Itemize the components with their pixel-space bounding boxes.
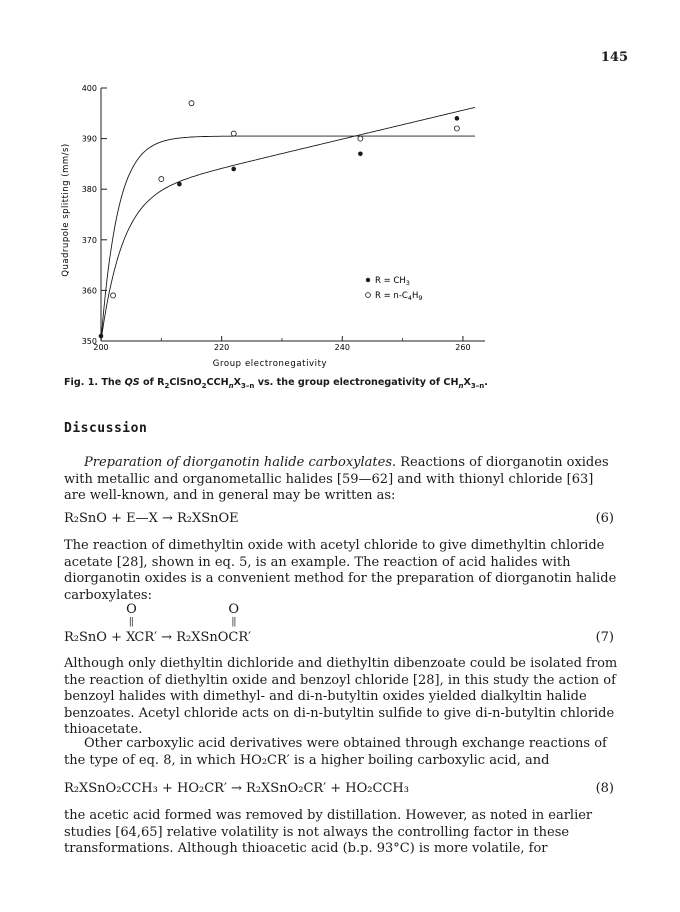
chart-axes: [101, 88, 485, 341]
data-point-ch3: [177, 182, 182, 187]
section-heading: Discussion: [64, 421, 148, 436]
y-tick-label: 400: [81, 84, 97, 93]
chart-fit-curves: [101, 107, 475, 341]
paragraph-preparation: Preparation of diorganotin halide carboxylates. Reactions of diorganotin oxides with metallic and organometallic halides [59—62] and with thionyl chloride [63] are well-known, and in general may be written as:: [64, 455, 609, 504]
fit-curve-ch3: [101, 107, 475, 341]
chart-legend: [366, 276, 423, 302]
data-point-ch3: [455, 116, 460, 121]
legend-label-ch3: $R = CH_3$: [375, 276, 410, 287]
paragraph-dimethyltin: The reaction of dimethyltin oxide with acetyl chloride to give dimethyltin chloride acetate [28], shown in eq. 5, is an example. The reaction of acid halides with diorganotin oxides is a convenient method for the preparation of diorganotin halide carboxylates:: [64, 538, 617, 603]
x-tick-label: 240: [334, 343, 350, 352]
x-tick-label: 260: [455, 343, 471, 352]
equation-6-number: (6): [595, 511, 614, 526]
data-point-c4h9: [159, 177, 164, 182]
paragraph-diethyltin: Although only diethyltin dichloride and diethyltin dibenzoate could be isolated from the reaction of diethyltin oxide and benzoyl chloride [28], in this study the action of benzoyl halides with dimethyl- and di-n-butyltin oxides yielded dialkyltin halide benzoates. Acetyl chloride acts on di-n-butyltin sulfide to give di-n-butyltin chloride thioacetate.: [64, 656, 618, 738]
y-tick-label: 380: [81, 185, 97, 195]
equation-7-carbonyl-2: O || C: [228, 602, 240, 645]
data-point-c4h9: [231, 131, 236, 136]
data-point-c4h9: [111, 293, 116, 298]
x-tick-label: 220: [214, 343, 230, 352]
x-axis-label: Group electronegativity: [212, 359, 328, 369]
fit-curve-c4h9: [101, 136, 475, 341]
chart-tick-labels: [82, 84, 471, 352]
equation-7: R₂SnO + O || XCR′ → R₂XSnO O || CR′ (7): [64, 602, 614, 645]
legend-marker-ch3: [366, 278, 370, 282]
paragraph-acetic-acid: the acetic acid formed was removed by distillation. However, as noted in earlier studies [64,65] relative volatility is not always the controlling factor in these transformations. Although thioacetic acid (b.p. 93°C) is more volatile, for: [64, 808, 593, 857]
data-point-c4h9: [358, 136, 363, 141]
figure-caption: Fig. 1. The QS of $R_2ClSnO_2CCH_nX_{3-n}$ vs. the group electronegativity of $CH_nX_{3-n}$.: [64, 377, 488, 390]
legend-label-c4h9: $R = n-C_4H_9$: [375, 291, 423, 302]
data-point-ch3: [358, 151, 363, 156]
equation-8-number: (8): [595, 781, 614, 796]
quadrupole-splitting-chart: [0, 0, 680, 380]
page-number: 145: [600, 50, 628, 65]
y-tick-label: 350: [81, 337, 97, 346]
equation-7-carbonyl-1: O || X: [126, 602, 137, 645]
legend-marker-c4h9: [366, 293, 371, 298]
equation-6: R₂SnO + E—X → R₂XSnOE (6): [64, 511, 614, 526]
y-tick-label: 390: [81, 134, 97, 144]
y-tick-label: 360: [81, 286, 97, 296]
data-point-ch3: [231, 167, 236, 172]
paragraph-exchange: Other carboxylic acid derivatives were obtained through exchange reactions of the type of eq. 8, in which HO₂CR′ is a higher boiling carboxylic acid, and: [64, 736, 607, 768]
data-point-c4h9: [454, 126, 459, 131]
y-axis-label: Quadrupole splitting (mm/s): [61, 143, 71, 277]
equation-8: R₂XSnO₂CCH₃ + HO₂CR′ → R₂XSnO₂CR′ + HO₂CCH₃ (8): [64, 781, 614, 796]
data-point-ch3: [99, 334, 104, 339]
data-point-c4h9: [189, 101, 194, 106]
equation-7-number: (7): [595, 630, 614, 645]
y-tick-label: 370: [81, 235, 97, 245]
x-tick-label: 200: [93, 343, 109, 352]
